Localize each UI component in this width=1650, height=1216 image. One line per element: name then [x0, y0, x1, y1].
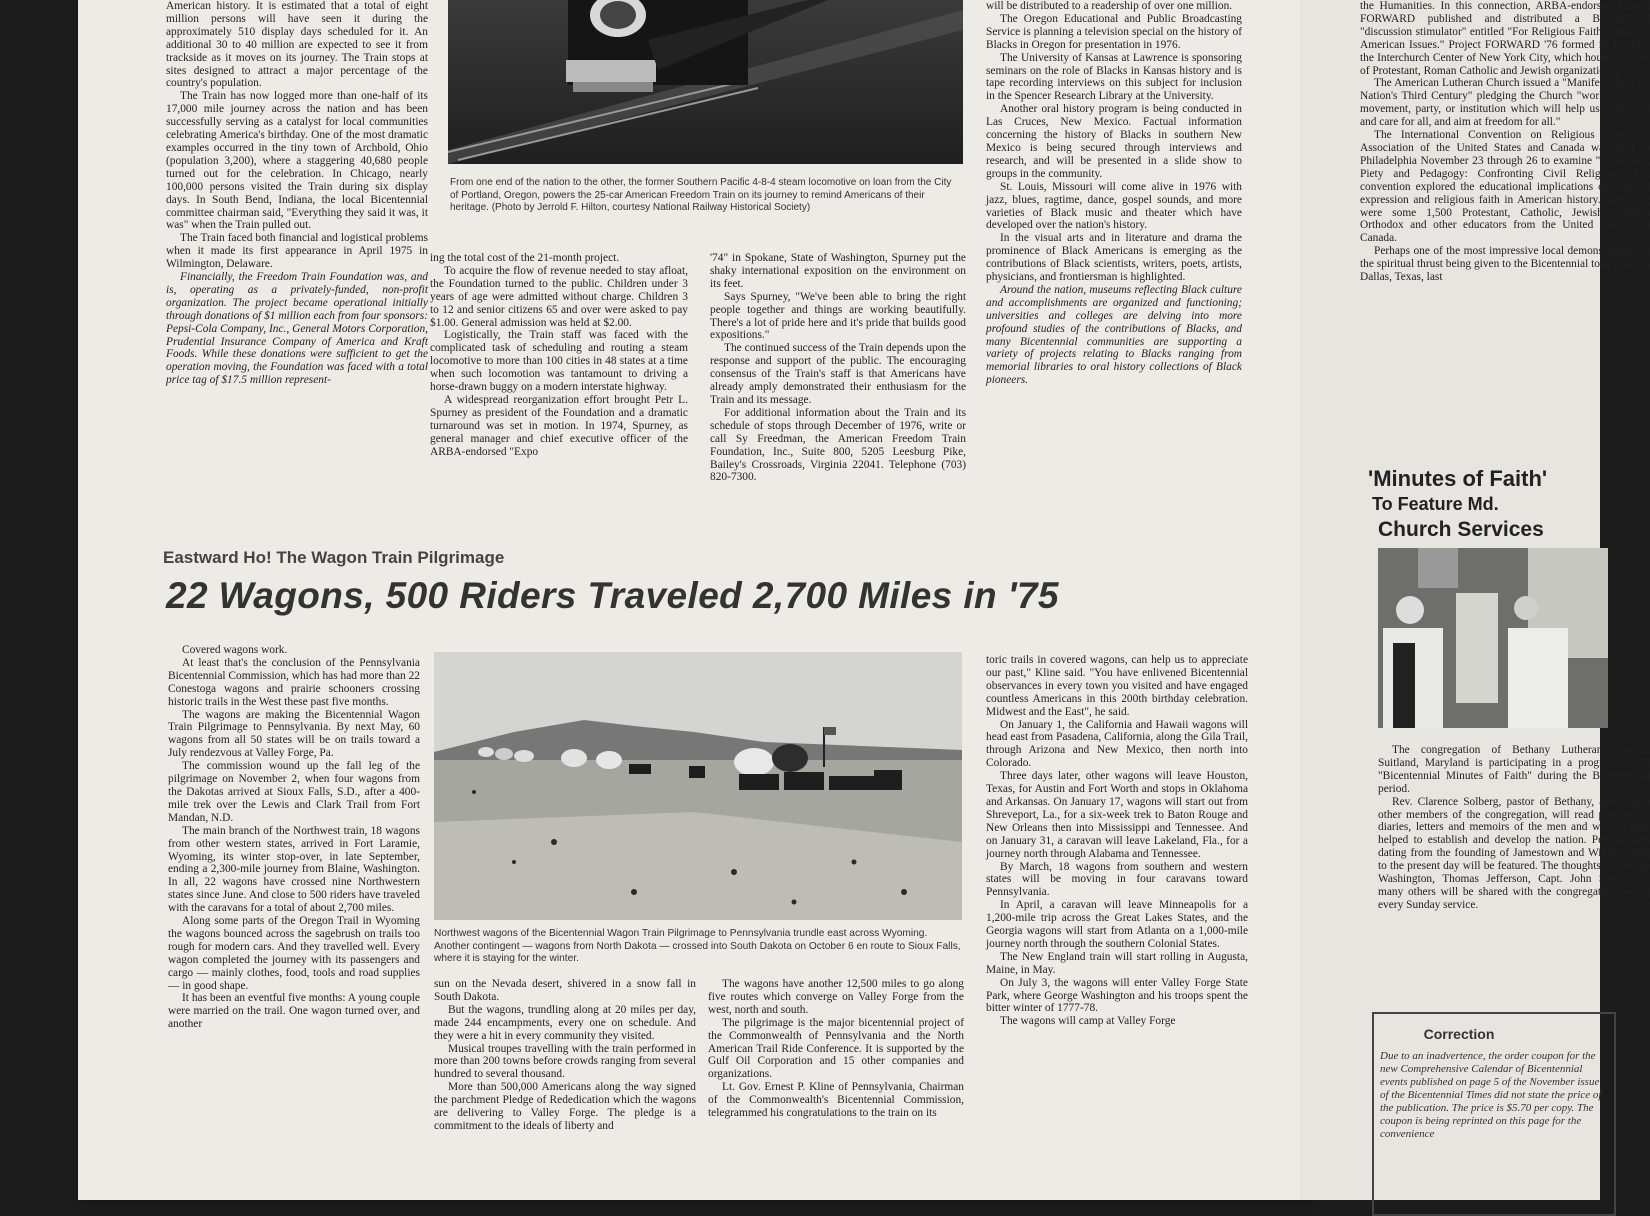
paragraph: Covered wagons work.	[182, 644, 288, 656]
paragraph: The congregation of Bethany Lutheran Church, Suitland, Maryland is participating in a program called "Bicentennial Minutes of Faith" during the Bicentennial period.	[1378, 744, 1650, 795]
paragraph: The commission wound up the fall leg of the pilgrimage on November 2, when four wagons from the Dakotas arrived at Sioux Falls, S.D., after a 400-mile trek over the Lewis and Clark Trail from Fort Mandan, N.D.	[168, 760, 420, 824]
wagon-article-col4	[986, 654, 1248, 1200]
paragraph: Around the nation, museums reflecting Black culture and accomplishments are organized and functioning; universities and colleges are delving into more profound studies of the contributions of Blacks, and many Bicentennial communities are supporting a variety of projects relating to Blacks ranging from memorial libraries to oral history collections of Black pioneers.	[986, 283, 1242, 387]
paragraph: The continued success of the Train depends upon the response and support of the public. The encouraging consensus of the Train's staff is that Americans have already amply demonstrated their enthusiasm for the Train and its message.	[710, 342, 966, 406]
paragraph: In April, a caravan will leave Minneapolis for a 1,200-mile trip across the Great Lakes States, and the Georgia wagons will start from Atlanta on a 1,000-mile journey north through the southern Colonial States.	[986, 899, 1248, 950]
paragraph: But the wagons, trundling along at 20 miles per day, made 244 encampments, every one on schedule. And they were a hit in every community they visited.	[434, 1003, 696, 1042]
paragraph: On July 3, the wagons will enter Valley Forge State Park, where George Washington and his troops spent the bitter winter of 1777-78.	[986, 976, 1248, 1015]
religion-article-col	[1360, 0, 1650, 455]
train-photo-caption: From one end of the nation to the other, the former Southern Pacific 4-8-4 steam locomotive on loan from the City of Portland, Oregon, powers the 25-car American Freedom Train on its journey to remind Americans of their heritage. (Photo by Jerrold F. Hilton, courtesy National Railway Historical Society)	[450, 177, 952, 214]
minutes-of-faith-subhead-2: Church Services	[1378, 518, 1544, 541]
minutes-of-faith-col	[1378, 744, 1650, 999]
paragraph: Lt. Gov. Ernest P. Kline of Pennsylvania, Chairman of the Commonwealth's Bicentennial Commission, telegrammed his congratulations to the train on its	[708, 1081, 964, 1120]
minutes-of-faith-subhead-1: To Feature Md.	[1372, 494, 1499, 514]
paragraph: Three days later, other wagons will leave Houston, Texas, for Austin and Fort Worth and stops in Oklahoma and Arkansas. On January 17, wagons will start out from Shreveport, La., for a six-week trek to Baton Rouge and New Orleans then into Mississippi and Tennessee. And on January 31, a caravan will leave Lakeland, Fla., for a journey north through Alabama and Tennessee.	[986, 770, 1248, 860]
covered-wagons-image	[434, 652, 962, 920]
wagon-article-col3	[708, 978, 964, 1200]
paragraph: The wagons have another 12,500 miles to go along five routes which converge on Valley Forge from the west, north and south.	[708, 978, 964, 1016]
adjacent-newspaper-page	[1300, 0, 1650, 1200]
paragraph: At least that's the conclusion of the Pennsylvania Bicentennial Commission, which has had more than 22 Conestoga wagons and prairie schooners crossing historic trails in the West these past five months.	[168, 656, 420, 708]
correction-box	[1372, 1012, 1616, 1216]
paragraph: The pilgrimage is the major bicentennial project of the Commonwealth of Pennsylvania and the North American Trail Ride Conference. It is supported by the Gulf Oil Corporation and 15 other companies and organizations.	[708, 1016, 964, 1081]
paragraph: The Train faced both financial and logistical problems when it made its first appearance in April 1975 in Wilmington, Delaware.	[166, 232, 428, 271]
wagon-article-col1	[168, 644, 420, 1200]
paragraph: On January 1, the California and Hawaii wagons will head east from Pasadena, California, along the Gila Trail, through Arizona and New Mexico, then north into Colorado.	[986, 718, 1248, 770]
paragraph: The New England train will start rolling in Augusta, Maine, in May.	[986, 950, 1248, 976]
paragraph: Along some parts of the Oregon Trail in Wyoming the wagons bounced across the sagebrush on trails too rough for modern cars. And they travelled well. Every wagon completed the journey with its passengers and cargo — mainly clothes, food, tools and road supplies — in good shape.	[168, 915, 420, 992]
wagon-article-col2	[434, 978, 696, 1200]
paragraph: Financially, the Freedom Train Foundation was, and is, operating as a privately-funded, non-profit organization. The project became operational initially through donations of $1 million each from four sponsors: Pepsi-Cola Company, Inc., General Motors Corporation, Prudential Insurance Company of America and Kraft Foods. While these donations were sufficient to get the operation moving, the Foundation was faced with a total price tag of $17.5 million represent-	[166, 271, 428, 387]
blacks-history-col	[986, 0, 1242, 536]
train-article-col3	[710, 252, 966, 534]
minutes-of-faith-headline: 'Minutes of Faith'	[1368, 466, 1548, 491]
correction-title: Correction	[1423, 1026, 1495, 1042]
paragraph: Perhaps one of the most impressive local demonstrations of the spiritual thrust being given to the Bicentennial took place in Dallas, Texas, last	[1360, 245, 1650, 284]
paragraph: will be distributed to a readership of over one million.	[986, 0, 1233, 12]
paragraph: toric trails in covered wagons, can help us to appreciate our past," Kline said. "You have enlivened Bicentennial observances in every town you visited and have engaged countless Americans in this 200th birthday celebration. Midwest and the East", he said.	[986, 654, 1248, 718]
paragraph: American history. It is estimated that a total of eight million persons will have seen it during the approximately 510 display days scheduled for it. An additional 30 to 40 million are expected to see it from trackside as it moves on its journey. The Train stops at sites designed to attract a major percentage of the country's population.	[166, 0, 428, 90]
paragraph: The International Convention on Religious Education Association of the United States and Canada was held in Philadelphia November 23 through 26 to examine "Patriotism, Piety and Pedagogy: Confronting Civil Religion." The convention explored the educational implications of political expression and religious faith in American history. Attending were some 1,500 Protestant, Catholic, Jewish, Eastern Orthodox and other educators from the United States and Canada.	[1360, 129, 1650, 245]
wagon-article-kicker: Eastward Ho! The Wagon Train Pilgrimage	[163, 548, 505, 567]
paragraph: The University of Kansas at Lawrence is sponsoring seminars on the role of Blacks in Kansas history and is tape recording interviews on this subject for inclusion in the Spencer Research Library at the University.	[986, 51, 1242, 103]
wagon-train-photo	[434, 652, 962, 920]
paragraph: The wagons will camp at Valley Forge	[1000, 1015, 1176, 1028]
paragraph: The main branch of the Northwest train, 18 wagons from other western states, arrived in Fort Laramie, Wyoming, its winter stop-over, in late September, ending a 2,300-mile journey from Blaine, Washington. In all, 22 wagons have crossed nine Northwestern states since June. And close to 500 riders have traveled with the caravans for a total of about 2,700 miles.	[168, 824, 420, 915]
paragraph: It has been an eventful five months: A young couple were married on the trail. One wagon turned over, and another	[168, 992, 420, 1031]
paragraph: the Humanities. In this connection, ARBA-endorsed Project FORWARD published and distributed a Bicentennial "discussion stimulator" entitled "For Religious Faith Speaks to American Issues." Project FORWARD '76 formed in 1974 by the Interchurch Center of New York City, which houses offices of Protestant, Roman Catholic and Jewish organizations.	[1360, 0, 1650, 77]
pastors-image	[1378, 548, 1608, 728]
paragraph: In the visual arts and in literature and drama the prominence of Black Americans is emerging as the contributions of Black scientists, writers, poets, artists, physicians, and frontiersman is highlighted.	[986, 232, 1242, 284]
paragraph: Another oral history program is being conducted in Las Cruces, New Mexico. Factual information concerning the history of Blacks in southern New Mexico is being secured through interviews and research, and will be presented in a slide show to groups in the community.	[986, 103, 1242, 180]
paragraph: A widespread reorganization effort brought Petr L. Spurney as president of the Foundation and a dramatic turnaround was set in motion. In 1974, Spurney, as general manager and chief executive officer of the ARBA-endorsed "Expo	[430, 393, 688, 458]
paragraph: Logistically, the Train staff was faced with the complicated task of scheduling and routing a steam locomotive to more than 100 cities in 48 states at a time when such locomotion was tantamount to driving a horse-drawn buggy on a modern interstate highway.	[430, 329, 688, 394]
paragraph: '74" in Spokane, State of Washington, Spurney put the shaky international exposition on the environment on its feet.	[710, 252, 966, 290]
wagon-photo-caption: Northwest wagons of the Bicentennial Wagon Train Pilgrimage to Pennsylvania trundle east across Wyoming. Another contingent — wagons from North Dakota — crossed into South Dakota on October 6 en route to Sioux Falls, where it is staying for the winter.	[434, 928, 961, 965]
paragraph: The Oregon Educational and Public Broadcasting Service is planning a television special on the history of Blacks in Oregon for presentation in 1976.	[986, 12, 1242, 51]
paragraph: By March, 18 wagons from southern and western states will be moving in four caravans toward Pennsylvania.	[986, 860, 1248, 899]
paragraph: Says Spurney, "We've been able to bring the right people together and things are working beautifully. There's a lot of pride here and it's pride that builds good expositions."	[710, 290, 966, 342]
wagon-article-headline: 22 Wagons, 500 Riders Traveled 2,700 Miles in '75	[166, 575, 1059, 616]
paragraph: To acquire the flow of revenue needed to stay afloat, the Foundation turned to the public. Children under 3 years of age were admitted without charge. Children 3 to 12 and senior citizens 65 and over were asked to pay $1.00. General admission was held at $2.00.	[430, 264, 688, 329]
paragraph: sun on the Nevada desert, shivered in a snow fall in South Dakota.	[434, 978, 696, 1003]
paragraph: The Train has now logged more than one-half of its 17,000 mile journey across the nation and has been successfully serving as a catalyst for local communities celebrating America's birthday. One of the most dramatic examples occurred in the tiny town of Archbold, Ohio (population 3,200), where a staggering 40,680 people turned out for the celebration. In Chicago, nearly 100,000 persons visited the Train during six display days. In South Bend, Indiana, the local Bicentennial committee chairman said, "Everything they said it was, it was" when the Train pulled out.	[166, 90, 428, 232]
newspaper-page	[78, 0, 1308, 1200]
steam-locomotive-image	[448, 0, 963, 164]
train-photo	[448, 0, 963, 164]
church-photo	[1378, 548, 1608, 728]
paragraph: The wagons are making the Bicentennial Wagon Train Pilgrimage to Pennsylvania. By next May, 60 wagons from all 50 states will be on trails toward a July rendezvous at Valley Forge, Pa.	[168, 708, 420, 760]
paragraph: Musical troupes travelling with the train performed in more than 200 towns before crowds ranging from several hundred to several thousand.	[434, 1042, 696, 1081]
train-article-col1	[166, 0, 428, 518]
paragraph: The American Lutheran Church issued a "Manifesto for Our Nation's Third Century" pledging the Church "work with any movement, party, or institution which will help us to respect and care for all, and aim at freedom for all."	[1360, 77, 1650, 129]
correction-text: Due to an inadvertence, the order coupon for the new Comprehensive Calendar of Bicentennial events published on page 5 of the November issue of the Bicentennial Times did not state the price of the publication. The price is $5.70 per copy. The coupon is being reprinted on this page for the convenience	[1380, 1050, 1602, 1140]
train-article-col2	[430, 252, 688, 532]
paragraph: Rev. Clarence Solberg, pastor of Bethany, along with other members of the congregation, will read portions of diaries, letters and memoirs of the men and women who helped to establish and develop the nation. Personalities dating from the founding of Jamestown and Williamsburg to the present day will be featured. The thoughts of George Washington, Thomas Jefferson, Capt. John Smith and many others will be shared with the congregation during every Sunday service.	[1378, 795, 1650, 911]
paragraph: ing the total cost of the 21-month project.	[430, 252, 620, 264]
paragraph: St. Louis, Missouri will come alive in 1976 with jazz, blues, ragtime, dance, gospel sounds, and more varieties of Black music and theater which have developed over the nation's history.	[986, 180, 1242, 232]
paragraph: More than 500,000 Americans along the way signed the parchment Pledge of Rededication which the wagons are delivering to Valley Forge. The pledge is a commitment to the ideals of liberty and	[434, 1081, 696, 1132]
paragraph: For additional information about the Train and its schedule of stops through December of 1976, write or call Sy Freedman, the American Freedom Train Foundation, Inc., Suite 800, 5205 Leesburg Pike, Bailey's Crossroads, Virginia 22041. Telephone (703) 820-7300.	[710, 406, 966, 484]
